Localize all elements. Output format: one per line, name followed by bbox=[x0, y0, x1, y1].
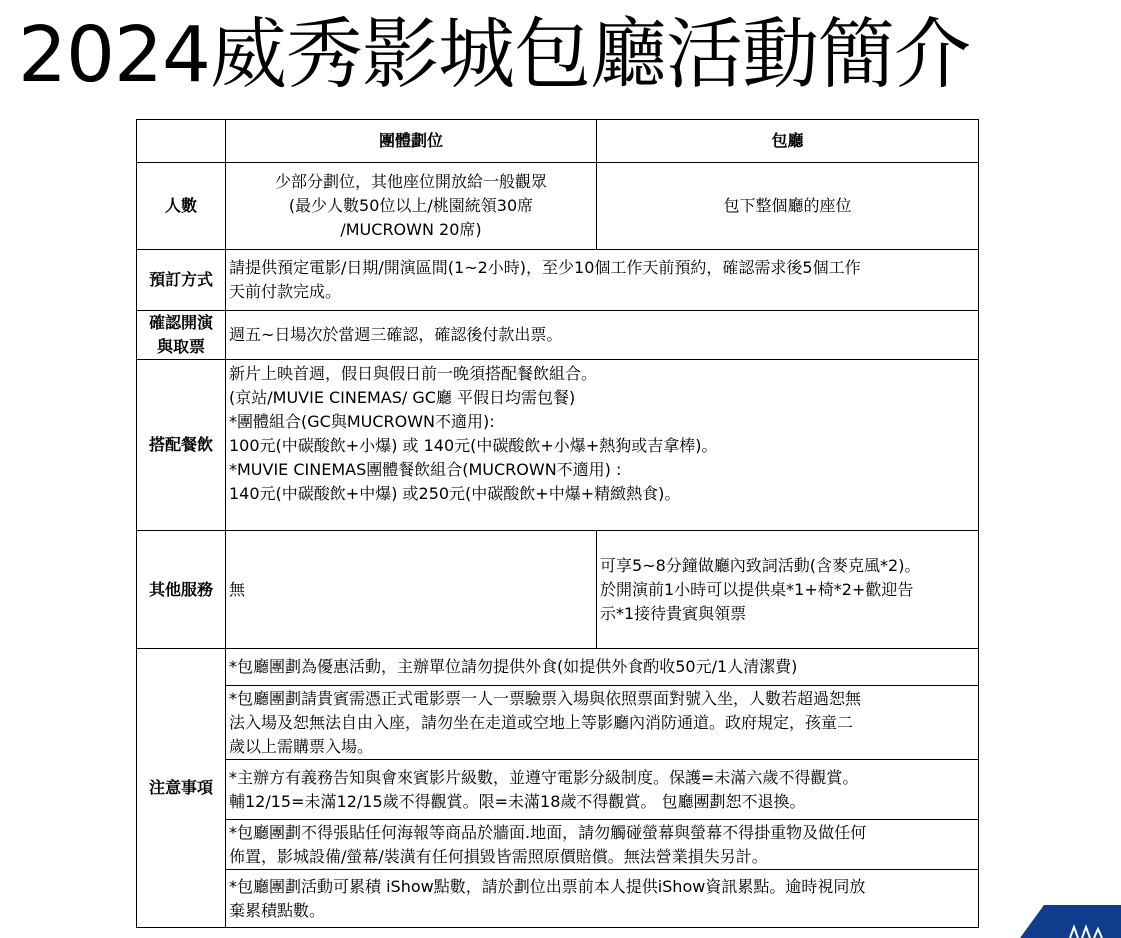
confirm-cell: 週五~日場次於當週三確認，確認後付款出票。 bbox=[226, 311, 979, 360]
label-booking: 預訂方式 bbox=[137, 250, 226, 311]
note-line: *主辦方有義務告知與會來賓影片級數，並遵守電影分級制度。保護=未滿六歲不得觀賞。 bbox=[229, 767, 859, 787]
label-people: 人數 bbox=[137, 163, 226, 250]
booking-cell bbox=[226, 250, 979, 311]
services-private-line: 示*1接待貴賓與領票 bbox=[600, 603, 747, 623]
row-notes bbox=[137, 686, 979, 760]
header-private-hall: 包廳 bbox=[597, 120, 979, 163]
services-private-cell bbox=[597, 531, 979, 649]
note-item bbox=[226, 649, 979, 686]
booking-line: 請提供預定電影/日期/開演區間(1~2小時)，至少10個工作天前預約，確認需求後5個工作 bbox=[229, 258, 861, 277]
row-services bbox=[137, 531, 979, 649]
food-line: 100元(中碳酸飲+小爆) 或 140元(中碳酸飲+小爆+熱狗或吉拿棒)。 bbox=[229, 436, 718, 455]
vieshow-logo-icon bbox=[1000, 905, 1121, 938]
label-food: 搭配餐飲 bbox=[137, 360, 226, 531]
header-empty-cell bbox=[137, 120, 226, 163]
label-confirm bbox=[137, 311, 226, 360]
people-group-line: /MUCROWN 20席) bbox=[340, 220, 482, 239]
people-private-cell: 包下整個廳的座位 bbox=[597, 163, 979, 250]
row-notes bbox=[137, 760, 979, 820]
note-item bbox=[226, 686, 979, 760]
food-cell bbox=[226, 360, 979, 531]
food-line: 140元(中碳酸飲+中爆) 或250元(中碳酸飲+中爆+精緻熱食)。 bbox=[229, 484, 681, 503]
table-header-row bbox=[137, 120, 979, 163]
booking-line: 天前付款完成。 bbox=[229, 282, 342, 301]
note-line: 法入場及恕無法自由入座，請勿坐在走道或空地上等影廳內消防通道。政府規定，孩童二 bbox=[229, 712, 854, 732]
food-line: *MUVIE CINEMAS團體餐飲組合(MUCROWN不適用) : bbox=[229, 460, 622, 479]
people-group-line: (最少人數50位以上/桃園統領30席 bbox=[288, 196, 534, 215]
header-group-seating: 團體劃位 bbox=[226, 120, 597, 163]
people-group-line: 少部分劃位，其他座位開放給一般觀眾 bbox=[274, 172, 547, 191]
note-line: 歲以上需購票入場。 bbox=[229, 736, 374, 756]
note-line: 輔12/15=未滿12/15歲不得觀賞。限=未滿18歲不得觀賞。 包廳團劃恕不退換。 bbox=[229, 791, 806, 811]
note-item bbox=[226, 820, 979, 870]
label-notes: 注意事項 bbox=[137, 649, 226, 928]
row-notes bbox=[137, 870, 979, 928]
row-booking bbox=[137, 250, 979, 311]
page-title: 2024威秀影城包廳活動簡介 bbox=[18, 11, 970, 100]
note-item bbox=[226, 870, 979, 928]
row-notes bbox=[137, 820, 979, 870]
label-confirm-line: 與取票 bbox=[156, 337, 205, 356]
note-line: *包廳團劃為優惠活動，主辦單位請勿提供外食(如提供外食酌收50元/1人清潔費) bbox=[229, 657, 798, 676]
note-line: *包廳團劃活動可累積 iShow點數，請於劃位出票前本人提供iShow資訊累點。逾時視同放 bbox=[229, 876, 866, 896]
row-confirm bbox=[137, 311, 979, 360]
services-private-line: 可享5~8分鐘做廳內致詞活動(含麥克風*2)。 bbox=[600, 555, 921, 575]
note-item bbox=[226, 760, 979, 820]
label-confirm-line: 確認開演 bbox=[148, 313, 213, 332]
food-line: *團體組合(GC與MUCROWN不適用): bbox=[229, 412, 495, 431]
row-notes bbox=[137, 649, 979, 686]
note-line: 佈置，影城設備/螢幕/裝潢有任何損毀皆需照原價賠償。無法營業損失另計。 bbox=[229, 846, 768, 866]
services-group-cell: 無 bbox=[226, 531, 597, 649]
services-private-line: 於開演前1小時可以提供桌*1+椅*2+歡迎告 bbox=[600, 579, 914, 599]
row-people bbox=[137, 163, 979, 250]
food-line: 新片上映首週，假日與假日前一晚須搭配餐飲組合。 bbox=[229, 364, 598, 383]
activity-table bbox=[136, 119, 979, 928]
note-line: *包廳團劃請貴賓需憑正式電影票一人一票驗票入場與依照票面對號入坐，人數若超過恕無 bbox=[229, 688, 862, 708]
row-food bbox=[137, 360, 979, 531]
note-line: *包廳團劃不得張貼任何海報等商品於牆面.地面，請勿觸碰螢幕與螢幕不得掛重物及做任何 bbox=[229, 822, 867, 842]
food-line: (京站/MUVIE CINEMAS/ GC廳 平假日均需包餐) bbox=[229, 388, 576, 407]
people-group-cell bbox=[226, 163, 597, 250]
note-line: 棄累積點數。 bbox=[229, 900, 326, 920]
label-services: 其他服務 bbox=[137, 531, 226, 649]
